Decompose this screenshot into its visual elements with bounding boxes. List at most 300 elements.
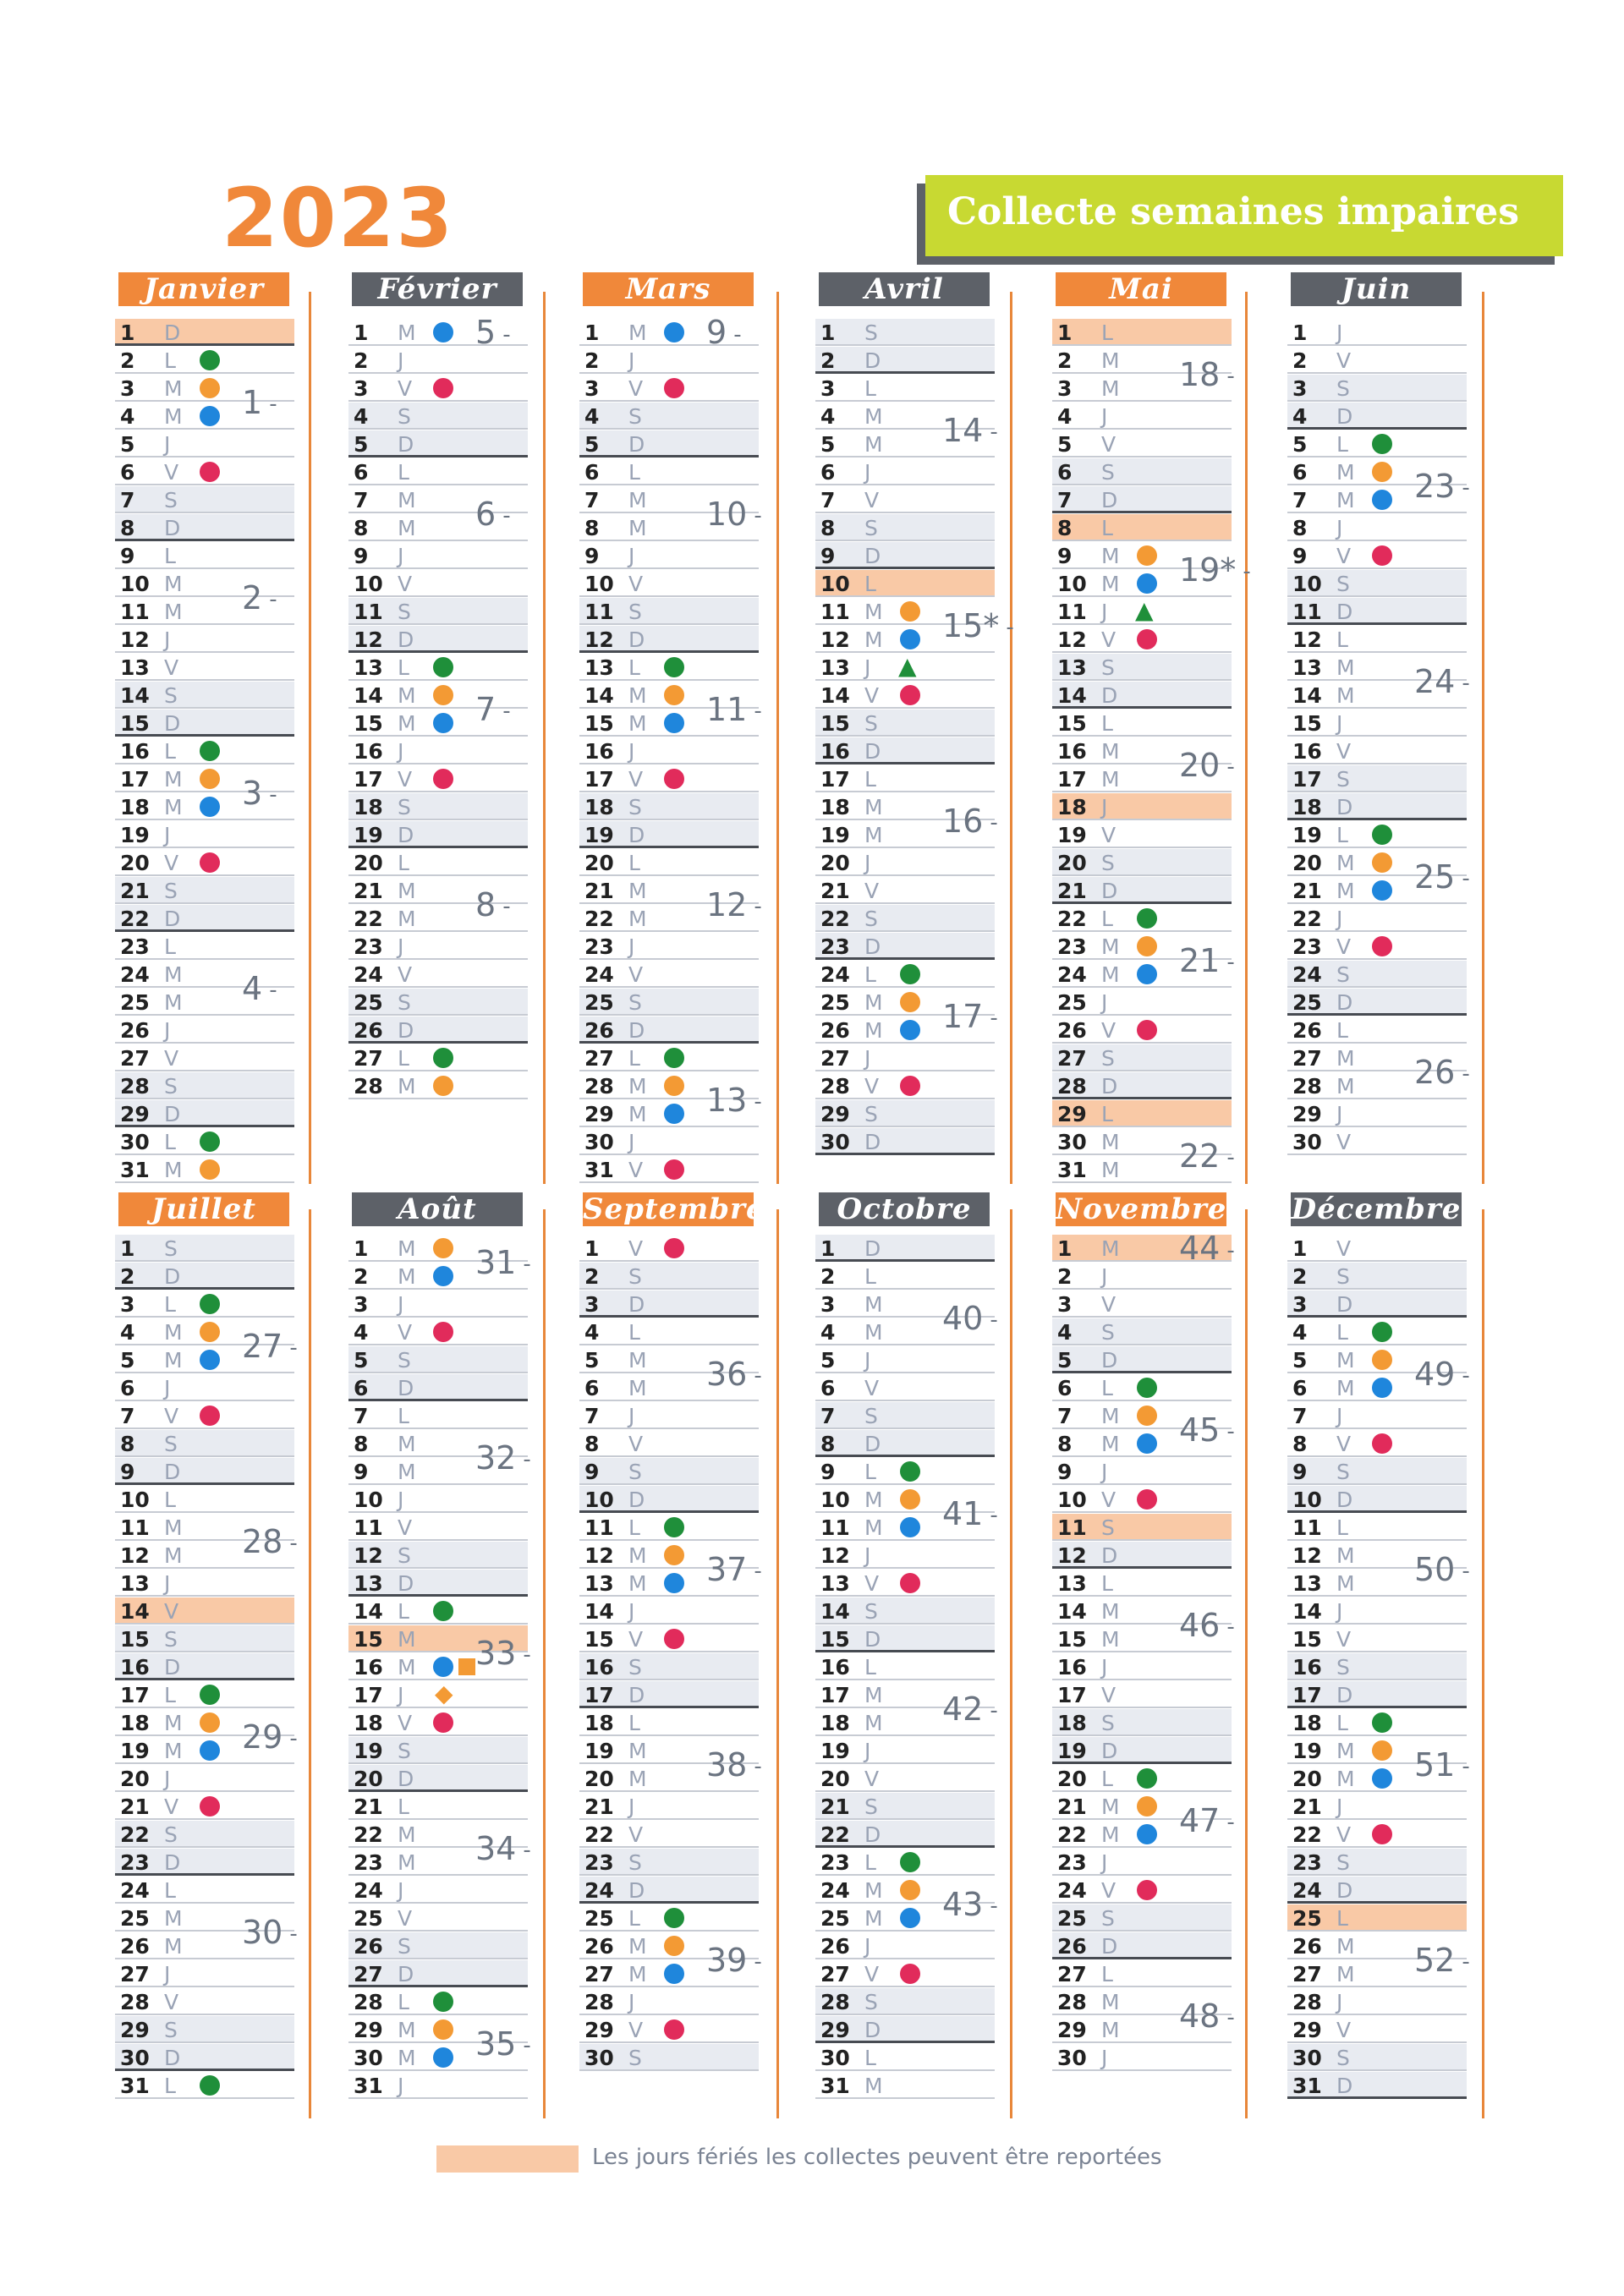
day-row	[1052, 1100, 1232, 1127]
day-letter: V	[1101, 1878, 1116, 1903]
day-letter: L	[628, 1906, 640, 1931]
week-number: 20 -	[1179, 748, 1235, 785]
day-letter: J	[398, 934, 404, 959]
day-letter: J	[164, 432, 171, 457]
day-letter: L	[1336, 1320, 1348, 1345]
day-row	[348, 1542, 528, 1569]
collection-dot-bleu-icon	[1137, 573, 1157, 594]
week-number: 34 -	[475, 1832, 531, 1868]
day-number: 22	[1292, 907, 1322, 931]
collection-dot-rouge-icon	[1137, 629, 1157, 649]
day-row	[815, 542, 995, 569]
day-number: 11	[820, 600, 850, 624]
collection-dot-rouge-icon	[1372, 936, 1392, 956]
day-number: 11	[584, 600, 614, 624]
day-number: 17	[120, 1683, 150, 1707]
day-letter: S	[164, 2018, 178, 2042]
day-number: 7	[120, 488, 135, 512]
day-number: 7	[820, 488, 836, 512]
day-letter: S	[864, 516, 878, 540]
day-number: 16	[1292, 739, 1322, 764]
week-number: 2 -	[242, 581, 277, 617]
day-letter: M	[628, 1102, 647, 1126]
day-letter: M	[1101, 962, 1120, 987]
day-letter: S	[628, 1850, 642, 1875]
collection-dot-vert-icon	[1372, 434, 1392, 454]
day-number: 29	[820, 2018, 850, 2042]
calendar-year: 2023	[222, 171, 455, 266]
week-number: 52 -	[1414, 1943, 1470, 1980]
day-row	[815, 682, 995, 709]
day-row	[1287, 375, 1467, 402]
day-number: 26	[120, 1934, 150, 1959]
day-letter: M	[398, 1264, 416, 1289]
day-row	[579, 1458, 759, 1485]
day-number: 2	[354, 1264, 369, 1289]
day-letter: S	[628, 404, 642, 429]
collection-dot-vert-icon	[1372, 825, 1392, 845]
day-number: 20	[1292, 851, 1322, 875]
day-letter: M	[864, 432, 883, 457]
day-row	[815, 1597, 995, 1625]
collection-dot-rouge-icon	[433, 1712, 453, 1733]
day-number: 7	[820, 1404, 836, 1428]
day-row	[579, 458, 759, 485]
day-letter: M	[398, 907, 416, 931]
day-row	[1052, 1737, 1232, 1764]
collection-dot-vert-icon	[433, 1048, 453, 1068]
day-row	[1052, 319, 1232, 346]
day-row	[1287, 793, 1467, 820]
day-letter: S	[1336, 1655, 1350, 1680]
day-number: 31	[1292, 2074, 1322, 2098]
day-number: 20	[354, 1767, 383, 1791]
day-letter: D	[628, 627, 645, 652]
day-letter: M	[628, 879, 647, 903]
day-number: 29	[1057, 1102, 1087, 1126]
day-row	[815, 737, 995, 764]
day-letter: D	[164, 907, 181, 931]
day-number: 29	[1292, 2018, 1322, 2042]
day-letter: D	[1101, 879, 1118, 903]
day-number: 3	[820, 376, 836, 401]
day-letter: J	[864, 1348, 871, 1373]
day-number: 20	[820, 851, 850, 875]
day-row	[1287, 905, 1467, 932]
day-row	[1052, 1016, 1232, 1044]
day-letter: D	[398, 823, 414, 847]
day-letter: D	[398, 1376, 414, 1400]
day-row	[1287, 1486, 1467, 1513]
day-row	[348, 403, 528, 430]
day-number: 30	[354, 2046, 383, 2070]
day-row	[815, 849, 995, 876]
day-number: 15	[1292, 1627, 1322, 1652]
day-letter: J	[1336, 516, 1343, 540]
day-number: 12	[1292, 1543, 1322, 1568]
day-number: 3	[1292, 1292, 1308, 1317]
week-number: 51 -	[1414, 1748, 1470, 1784]
day-number: 13	[1057, 1571, 1087, 1596]
day-letter: V	[1336, 544, 1352, 568]
day-letter: M	[864, 1018, 883, 1043]
day-number: 10	[354, 572, 383, 596]
collection-dot-orange-icon	[200, 769, 220, 789]
column-separator	[776, 292, 779, 1184]
day-number: 2	[820, 1264, 836, 1289]
day-letter: M	[398, 1627, 416, 1652]
day-number: 19	[820, 823, 850, 847]
day-letter: L	[628, 655, 640, 680]
day-letter: S	[164, 1627, 178, 1652]
day-number: 8	[584, 1432, 600, 1456]
day-number: 22	[354, 1822, 383, 1847]
day-number: 2	[354, 348, 369, 373]
day-letter: D	[864, 739, 881, 764]
day-number: 24	[120, 1878, 150, 1903]
day-row	[115, 430, 294, 458]
day-row	[348, 1044, 528, 1071]
week-number: 43 -	[942, 1888, 998, 1924]
day-letter: M	[864, 1515, 883, 1540]
day-number: 21	[820, 1795, 850, 1819]
column-separator	[776, 1209, 779, 2118]
collection-dot-bleu-icon	[433, 322, 453, 342]
day-row	[815, 319, 995, 346]
collection-dot-orange-icon	[200, 1712, 220, 1733]
day-number: 23	[584, 1850, 614, 1875]
day-number: 20	[584, 851, 614, 875]
collection-dot-vert-icon	[200, 741, 220, 761]
day-number: 18	[820, 1711, 850, 1735]
day-letter: L	[864, 767, 876, 792]
day-letter: S	[398, 1348, 411, 1373]
day-row	[579, 793, 759, 820]
day-number: 1	[820, 1236, 836, 1261]
day-number: 15	[1057, 1627, 1087, 1652]
day-row	[115, 347, 294, 374]
day-row	[1052, 1681, 1232, 1708]
day-letter: V	[864, 1962, 880, 1986]
day-number: 13	[120, 655, 150, 680]
day-number: 11	[1057, 600, 1087, 624]
day-letter: J	[1101, 1264, 1108, 1289]
day-row	[115, 1072, 294, 1099]
day-row	[1052, 514, 1232, 541]
day-letter: S	[864, 1102, 878, 1126]
day-letter: J	[1101, 990, 1108, 1015]
day-number: 14	[820, 683, 850, 708]
day-number: 6	[354, 1376, 369, 1400]
day-number: 17	[354, 767, 383, 792]
day-row	[579, 1877, 759, 1904]
collection-dot-rouge-icon	[1372, 1433, 1392, 1454]
day-letter: M	[864, 990, 883, 1015]
day-number: 1	[120, 321, 135, 345]
day-letter: L	[1101, 1571, 1113, 1596]
day-number: 14	[1057, 1599, 1087, 1624]
day-number: 12	[120, 627, 150, 652]
day-number: 24	[1057, 1878, 1087, 1903]
collection-dot-vert-icon	[1137, 908, 1157, 929]
day-letter: J	[1336, 321, 1343, 345]
day-letter: M	[864, 1878, 883, 1903]
day-letter: S	[1101, 1906, 1115, 1931]
day-row	[115, 682, 294, 709]
day-number: 19	[354, 823, 383, 847]
day-row	[579, 765, 759, 792]
day-row	[579, 1793, 759, 1820]
day-number: 17	[120, 767, 150, 792]
day-number: 2	[1292, 348, 1308, 373]
day-letter: L	[398, 851, 409, 875]
day-row	[1287, 765, 1467, 792]
day-letter: V	[164, 460, 179, 485]
day-letter: M	[1101, 572, 1120, 596]
day-number: 4	[354, 404, 369, 429]
day-number: 12	[120, 1543, 150, 1568]
day-number: 9	[354, 1460, 369, 1484]
week-number: 4 -	[242, 972, 277, 1008]
day-letter: M	[1336, 683, 1355, 708]
day-letter: M	[628, 1767, 647, 1791]
day-letter: M	[864, 795, 883, 819]
day-letter: V	[628, 2018, 644, 2042]
day-number: 6	[584, 460, 600, 485]
collection-dot-vert-icon	[664, 1048, 684, 1068]
day-letter: L	[1336, 1515, 1348, 1540]
collection-dot-vert-icon	[664, 1908, 684, 1928]
day-number: 13	[820, 655, 850, 680]
day-letter: S	[1101, 1711, 1115, 1735]
day-number: 24	[820, 1878, 850, 1903]
day-letter: J	[1336, 1102, 1343, 1126]
day-number: 16	[120, 739, 150, 764]
day-letter: D	[164, 2046, 181, 2070]
day-number: 6	[354, 460, 369, 485]
day-letter: M	[1101, 1990, 1120, 2014]
day-number: 23	[120, 934, 150, 959]
day-row	[815, 1402, 995, 1429]
day-number: 20	[1057, 851, 1087, 875]
day-row	[579, 1821, 759, 1848]
day-row	[1287, 1458, 1467, 1485]
day-number: 23	[820, 934, 850, 959]
day-number: 29	[354, 2018, 383, 2042]
collection-dot-bleu-icon	[433, 713, 453, 733]
day-letter: S	[628, 1460, 642, 1484]
day-letter: J	[398, 348, 404, 373]
day-row	[815, 1235, 995, 1262]
week-number: 23 -	[1414, 469, 1470, 506]
day-letter: D	[864, 1236, 881, 1261]
day-number: 6	[1292, 1376, 1308, 1400]
week-number: 44 -	[1179, 1231, 1235, 1268]
day-letter: M	[1101, 376, 1120, 401]
week-number: 18 -	[1179, 358, 1235, 394]
day-row	[348, 793, 528, 820]
day-number: 2	[820, 348, 836, 373]
day-row	[579, 2044, 759, 2071]
month-header-11: Décembre	[1291, 1192, 1462, 1226]
day-letter: M	[1101, 348, 1120, 373]
collection-dot-vert-icon	[900, 964, 920, 984]
day-row	[815, 877, 995, 904]
day-row	[348, 1290, 528, 1318]
day-row	[815, 933, 995, 960]
day-row	[1052, 849, 1232, 876]
day-number: 28	[120, 1990, 150, 2014]
day-number: 1	[1292, 1236, 1308, 1261]
day-letter: V	[1336, 348, 1352, 373]
day-number: 13	[584, 1571, 614, 1596]
day-number: 30	[820, 2046, 850, 2070]
day-number: 22	[584, 1822, 614, 1847]
day-number: 17	[1292, 767, 1322, 792]
day-number: 15	[1057, 711, 1087, 736]
day-number: 16	[1292, 1655, 1322, 1680]
day-letter: J	[864, 1934, 871, 1959]
day-number: 27	[584, 1046, 614, 1071]
day-letter: M	[1101, 1599, 1120, 1624]
day-number: 19	[354, 1739, 383, 1763]
day-number: 30	[1057, 1130, 1087, 1154]
day-row	[1287, 1128, 1467, 1155]
day-row	[115, 1016, 294, 1044]
day-letter: V	[628, 1432, 644, 1456]
day-letter: D	[864, 348, 881, 373]
day-number: 30	[120, 1130, 150, 1154]
day-letter: M	[864, 1292, 883, 1317]
day-letter: S	[864, 711, 878, 736]
day-letter: V	[1336, 934, 1352, 959]
day-row	[579, 1681, 759, 1708]
day-row	[348, 1570, 528, 1597]
day-letter: V	[864, 1571, 880, 1596]
day-letter: M	[1101, 1627, 1120, 1652]
day-letter: D	[628, 823, 645, 847]
day-number: 15	[820, 1627, 850, 1652]
day-number: 19	[1292, 823, 1322, 847]
day-number: 19	[1057, 1739, 1087, 1763]
day-letter: D	[1336, 795, 1353, 819]
day-number: 12	[1292, 627, 1322, 652]
day-row	[115, 654, 294, 681]
day-number: 23	[1292, 934, 1322, 959]
day-number: 24	[354, 1878, 383, 1903]
day-letter: V	[398, 376, 413, 401]
day-row	[579, 1235, 759, 1262]
day-number: 21	[820, 879, 850, 903]
day-letter: L	[1336, 1711, 1348, 1735]
week-number: 40 -	[942, 1301, 998, 1338]
collection-dot-bleu-icon	[664, 1964, 684, 1984]
day-letter: M	[398, 488, 416, 512]
month-header-4: Mai	[1056, 272, 1226, 306]
week-number: 29 -	[242, 1720, 298, 1756]
day-letter: J	[1101, 600, 1108, 624]
day-number: 12	[1057, 627, 1087, 652]
day-letter: L	[164, 1878, 176, 1903]
collection-dot-rouge-icon	[200, 1406, 220, 1426]
day-letter: L	[164, 1130, 176, 1154]
day-row	[1052, 1318, 1232, 1345]
day-letter: S	[164, 488, 178, 512]
day-row	[815, 1988, 995, 2015]
day-letter: M	[864, 627, 883, 652]
week-number: 32 -	[475, 1441, 531, 1477]
day-number: 6	[584, 1376, 600, 1400]
day-letter: J	[1101, 795, 1108, 819]
day-number: 25	[1057, 990, 1087, 1015]
collection-dot-rouge-icon	[900, 1076, 920, 1096]
day-number: 17	[354, 1683, 383, 1707]
collection-dot-bleu-icon	[200, 1740, 220, 1761]
day-number: 16	[820, 739, 850, 764]
day-row	[115, 1681, 294, 1708]
day-number: 26	[1057, 1934, 1087, 1959]
day-number: 30	[584, 2046, 614, 2070]
week-number: 47 -	[1179, 1804, 1235, 1840]
day-number: 22	[820, 907, 850, 931]
day-row	[1052, 1514, 1232, 1541]
collection-dot-rouge-icon	[1372, 1824, 1392, 1844]
day-number: 11	[584, 1515, 614, 1540]
day-number: 8	[1057, 1432, 1073, 1456]
day-number: 19	[820, 1739, 850, 1763]
day-number: 10	[354, 1488, 383, 1512]
day-letter: V	[164, 655, 179, 680]
day-number: 6	[820, 460, 836, 485]
day-letter: L	[164, 1292, 176, 1317]
day-number: 30	[820, 1130, 850, 1154]
day-number: 23	[354, 1850, 383, 1875]
day-number: 26	[584, 1934, 614, 1959]
day-number: 29	[1292, 1102, 1322, 1126]
day-row	[115, 2016, 294, 2043]
column-separator	[309, 292, 311, 1184]
day-number: 18	[584, 1711, 614, 1735]
day-letter: M	[1336, 1739, 1355, 1763]
day-row	[579, 570, 759, 597]
day-letter: S	[164, 879, 178, 903]
day-number: 1	[120, 1236, 135, 1261]
day-letter: M	[398, 1074, 416, 1099]
day-row	[115, 1458, 294, 1485]
day-number: 18	[1292, 795, 1322, 819]
day-number: 14	[820, 1599, 850, 1624]
day-row	[115, 1374, 294, 1401]
day-number: 25	[354, 990, 383, 1015]
day-letter: J	[1336, 907, 1343, 931]
collection-dot-bleu-icon	[900, 1020, 920, 1040]
collection-dot-rouge-icon	[433, 1322, 453, 1342]
day-row	[1287, 961, 1467, 988]
day-row	[815, 1374, 995, 1401]
day-number: 24	[1057, 962, 1087, 987]
day-row	[579, 1156, 759, 1183]
day-number: 31	[354, 2074, 383, 2098]
day-letter: M	[1336, 460, 1355, 485]
day-letter: M	[398, 1822, 416, 1847]
day-number: 21	[584, 1795, 614, 1819]
day-number: 19	[584, 1739, 614, 1763]
day-row	[1287, 1709, 1467, 1736]
day-letter: J	[398, 1292, 404, 1317]
day-row	[579, 961, 759, 988]
collection-dot-orange-icon	[1137, 1796, 1157, 1817]
day-letter: D	[164, 1460, 181, 1484]
